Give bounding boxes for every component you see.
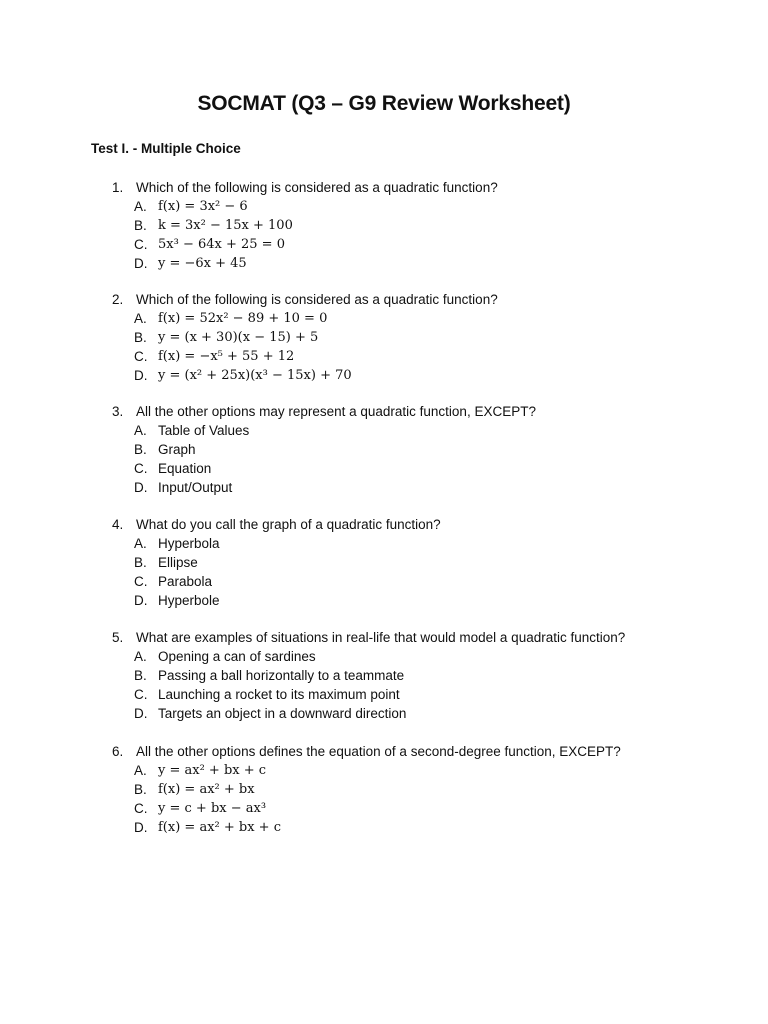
question-text: All the other options defines the equation of a second-degree function, EXCEPT? xyxy=(136,744,621,759)
option-letter: B. xyxy=(134,330,147,345)
question-3 xyxy=(112,402,732,497)
option-letter: D. xyxy=(134,820,148,835)
option-letter: D. xyxy=(134,480,148,495)
answer-option xyxy=(112,685,732,704)
option-equation: y = (x² + 25x)(x³ − 15x) + 70 xyxy=(158,368,352,383)
question-line xyxy=(112,515,732,534)
option-text: Targets an object in a downward direction xyxy=(158,706,407,721)
answer-option xyxy=(112,309,732,328)
option-equation: y = (x + 30)(x − 15) + 5 xyxy=(158,330,319,345)
answer-option xyxy=(112,366,732,385)
answer-option xyxy=(112,553,732,572)
question-line xyxy=(112,178,732,197)
question-1 xyxy=(112,178,732,273)
answer-option xyxy=(112,591,732,610)
option-letter: B. xyxy=(134,442,147,457)
answer-option xyxy=(112,704,732,723)
answer-option xyxy=(112,799,732,818)
option-letter: C. xyxy=(134,349,148,364)
answer-option xyxy=(112,478,732,497)
option-letter: A. xyxy=(134,423,147,438)
option-letter: C. xyxy=(134,237,148,252)
option-letter: A. xyxy=(134,199,147,214)
question-number: 2. xyxy=(112,292,124,307)
answer-option xyxy=(112,197,732,216)
option-letter: D. xyxy=(134,706,148,721)
option-letter: A. xyxy=(134,536,147,551)
answer-option xyxy=(112,666,732,685)
option-equation: f(x) = 52x² − 89 + 10 = 0 xyxy=(158,311,328,326)
answer-option xyxy=(112,235,732,254)
option-letter: C. xyxy=(134,687,148,702)
question-text: Which of the following is considered as a quadratic function? xyxy=(136,292,498,307)
option-text: Hyperbola xyxy=(158,536,220,551)
option-text: Ellipse xyxy=(158,555,198,570)
answer-option xyxy=(112,216,732,235)
option-letter: B. xyxy=(134,782,147,797)
option-equation: f(x) = −x⁵ + 55 + 12 xyxy=(158,349,295,364)
question-text: Which of the following is considered as a quadratic function? xyxy=(136,180,498,195)
question-text: All the other options may represent a quadratic function, EXCEPT? xyxy=(136,404,536,419)
answer-option xyxy=(112,761,732,780)
option-letter: B. xyxy=(134,218,147,233)
option-letter: D. xyxy=(134,368,148,383)
option-letter: B. xyxy=(134,668,147,683)
option-letter: B. xyxy=(134,555,147,570)
question-5 xyxy=(112,628,732,723)
option-letter: A. xyxy=(134,763,147,778)
option-equation: f(x) = 3x² − 6 xyxy=(158,199,248,214)
answer-option xyxy=(112,647,732,666)
option-text: Table of Values xyxy=(158,423,250,438)
answer-option xyxy=(112,328,732,347)
option-equation: 5x³ − 64x + 25 = 0 xyxy=(158,237,285,252)
option-letter: C. xyxy=(134,461,148,476)
question-line xyxy=(112,290,732,309)
option-text: Hyperbole xyxy=(158,593,220,608)
option-letter: C. xyxy=(134,801,148,816)
question-2 xyxy=(112,290,732,385)
answer-option xyxy=(112,421,732,440)
answer-option xyxy=(112,347,732,366)
answer-option xyxy=(112,572,732,591)
option-equation: f(x) = ax² + bx xyxy=(158,782,255,797)
option-letter: D. xyxy=(134,593,148,608)
question-line xyxy=(112,402,732,421)
answer-option xyxy=(112,534,732,553)
option-letter: A. xyxy=(134,649,147,664)
option-text: Equation xyxy=(158,461,212,476)
question-line xyxy=(112,628,732,647)
answer-option xyxy=(112,818,732,837)
option-text: Input/Output xyxy=(158,480,233,495)
option-text: Launching a rocket to its maximum point xyxy=(158,687,400,702)
question-text: What are examples of situations in real-life that would model a quadratic function? xyxy=(136,630,626,645)
option-equation: k = 3x² − 15x + 100 xyxy=(158,218,293,233)
question-number: 5. xyxy=(112,630,124,645)
option-text: Opening a can of sardines xyxy=(158,649,316,664)
option-letter: C. xyxy=(134,574,148,589)
option-equation: y = −6x + 45 xyxy=(158,256,247,271)
question-text: What do you call the graph of a quadratic function? xyxy=(136,517,441,532)
question-number: 6. xyxy=(112,744,124,759)
answer-option xyxy=(112,780,732,799)
worksheet-title: SOCMAT (Q3 – G9 Review Worksheet) xyxy=(197,92,571,115)
question-number: 4. xyxy=(112,517,124,532)
question-number: 3. xyxy=(112,404,124,419)
question-6 xyxy=(112,742,732,837)
option-letter: A. xyxy=(134,311,147,326)
option-equation: y = c + bx − ax³ xyxy=(158,801,267,816)
question-number: 1. xyxy=(112,180,124,195)
question-line xyxy=(112,742,732,761)
option-text: Passing a ball horizontally to a teammate xyxy=(158,668,405,683)
answer-option xyxy=(112,459,732,478)
answer-option xyxy=(112,254,732,273)
option-equation: f(x) = ax² + bx + c xyxy=(158,820,281,835)
answer-option xyxy=(112,440,732,459)
question-4 xyxy=(112,515,732,610)
option-text: Graph xyxy=(158,442,196,457)
option-text: Parabola xyxy=(158,574,213,589)
option-letter: D. xyxy=(134,256,148,271)
option-equation: y = ax² + bx + c xyxy=(158,763,267,778)
section-heading: Test I. - Multiple Choice xyxy=(91,141,241,156)
